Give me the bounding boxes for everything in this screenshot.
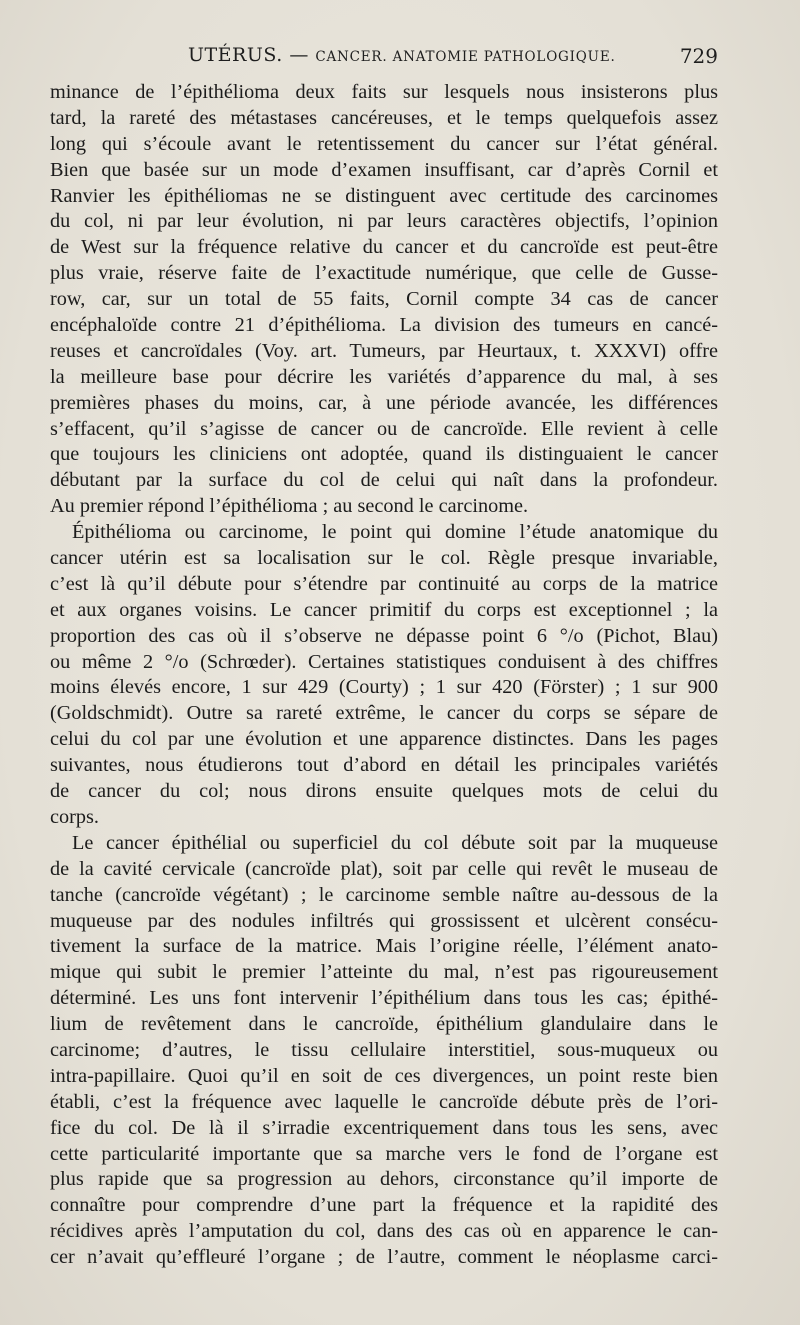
body-text xyxy=(50,80,718,1271)
text-line: carcinome; d’autres, le tissu cellulaire interstitiel, sous-muqueux ou xyxy=(50,1038,718,1061)
text-line: encéphaloïde contre 21 d’épithélioma. La division des tumeurs en cancé- xyxy=(50,314,718,337)
text-line: tanche (cancroïde végétant) ; le carcinome semble naître au-dessous de la xyxy=(50,883,718,906)
text-line: mique qui subit le premier l’atteinte du mal, n’est pas rigoureusement xyxy=(50,961,718,984)
text-line: minance de l’épithélioma deux faits sur lesquels nous insisterons plus xyxy=(50,81,718,103)
text-line: Épithélioma ou carcinome, le point qui domine l’étude anatomique du xyxy=(72,521,718,544)
text-line: Bien que basée sur un mode d’examen insuffisant, car d’après Cornil et xyxy=(50,158,718,181)
running-title-sub: CANCER. ANATOMIE PATHOLOGIQUE. xyxy=(315,49,616,65)
text-line: c’est là qu’il débute pour s’étendre par continuité au corps de la matrice xyxy=(50,572,718,595)
text-line: proportion des cas où il s’observe ne dépasse point 6 °/o (Pichot, Blau) xyxy=(50,624,718,647)
text-line: s’effacent, qu’il s’agisse de cancer ou de cancroïde. Elle revient à celle xyxy=(50,417,718,440)
text-line: premières phases du moins, car, à une période avancée, les différences xyxy=(50,391,718,414)
text-line: intra-papillaire. Quoi qu’il en soit de ces divergences, un point reste bien xyxy=(50,1064,718,1087)
text-line: que toujours les cliniciens ont adoptée, quand ils distinguaient le cancer xyxy=(50,443,718,466)
text-line: cer n’avait qu’effleuré l’organe ; de l’autre, comment le néoplasme carci- xyxy=(50,1246,718,1269)
running-header xyxy=(50,44,718,74)
text-line: row, car, sur un total de 55 faits, Cornil compte 34 cas de cancer xyxy=(50,288,718,311)
text-line: de West sur la fréquence relative du cancer et du cancroïde est peut-être xyxy=(50,236,718,259)
text-line: celui du col par une évolution et une apparence distinctes. Dans les pages xyxy=(50,728,718,751)
text-line: lium de revêtement dans le cancroïde, épithélium glandulaire dans le xyxy=(50,1013,718,1036)
text-line: long qui s’écoule avant le retentissement du cancer sur l’état général. xyxy=(50,132,718,155)
text-line: plus rapide que sa progression au dehors, circonstance qu’il importe de xyxy=(50,1168,718,1191)
text-line: Le cancer épithélial ou superficiel du col débute soit par la muqueuse xyxy=(72,831,718,854)
text-line: tard, la rareté des métastases cancéreuses, et le temps quelquefois assez xyxy=(50,106,718,129)
running-title-main: UTÉRUS. xyxy=(188,44,283,66)
text-line: fice du col. De là il s’irradie excentriquement dans tous les sens, avec xyxy=(50,1116,718,1139)
text-line: la meilleure base pour décrire les variétés d’apparence du mal, à ses xyxy=(50,365,718,388)
text-line: de la cavité cervicale (cancroïde plat), soit par celle qui revêt le museau de xyxy=(50,857,718,880)
text-line: déterminé. Les uns font intervenir l’épithélium dans tous les cas; épithé- xyxy=(50,987,718,1010)
text-line: débutant par la surface du col de celui qui naît dans la profondeur. xyxy=(50,469,718,492)
page-number: 729 xyxy=(679,44,718,68)
text-line: connaître pour comprendre d’une part la fréquence et la rapidité des xyxy=(50,1194,718,1217)
text-line: suivantes, nous étudierons tout d’abord en détail les principales variétés xyxy=(50,754,718,777)
text-line: ou même 2 °/o (Schrœder). Certaines statistiques conduisent à des chiffres xyxy=(50,650,718,673)
text-line: et aux organes voisins. Le cancer primitif du corps est exceptionnel ; la xyxy=(50,598,718,621)
text-line: récidives après l’amputation du col, dans des cas où en apparence le can- xyxy=(50,1220,718,1243)
text-line: plus vraie, réserve faite de l’exactitude numérique, que celle de Gusse- xyxy=(50,262,718,285)
text-line: corps. xyxy=(50,805,99,828)
text-line: moins élevés encore, 1 sur 429 (Courty) ; 1 sur 420 (Förster) ; 1 sur 900 xyxy=(50,676,718,699)
text-line: cette particularité importante que sa marche vers le fond de l’organe est xyxy=(50,1142,718,1165)
text-line: (Goldschmidt). Outre sa rareté extrême, le cancer du corps se sépare de xyxy=(50,702,718,725)
text-line: de cancer du col; nous dirons ensuite quelques mots de celui du xyxy=(50,780,718,803)
text-line: Au premier répond l’épithélioma ; au second le carcinome. xyxy=(50,495,529,518)
text-line: établi, c’est la fréquence avec laquelle le cancroïde débute près de l’ori- xyxy=(50,1090,718,1113)
text-line: du col, ni par leur évolution, ni par leurs caractères objectifs, l’opinion xyxy=(50,210,718,233)
text-line: muqueuse par des nodules infiltrés qui grossissent et ulcèrent consécu- xyxy=(50,909,718,932)
running-title-separator: — xyxy=(289,44,309,66)
text-line: Ranvier les épithéliomas ne se distinguent avec certitude des carcinomes xyxy=(50,184,718,207)
text-line: tivement la surface de la matrice. Mais l’origine réelle, l’élément anato- xyxy=(50,935,718,958)
text-line: cancer utérin est sa localisation sur le col. Règle presque invariable, xyxy=(50,547,718,570)
text-line: reuses et cancroïdales (Voy. art. Tumeurs, par Heurtaux, t. XXXVI) offre xyxy=(50,339,718,362)
running-title xyxy=(188,44,616,66)
